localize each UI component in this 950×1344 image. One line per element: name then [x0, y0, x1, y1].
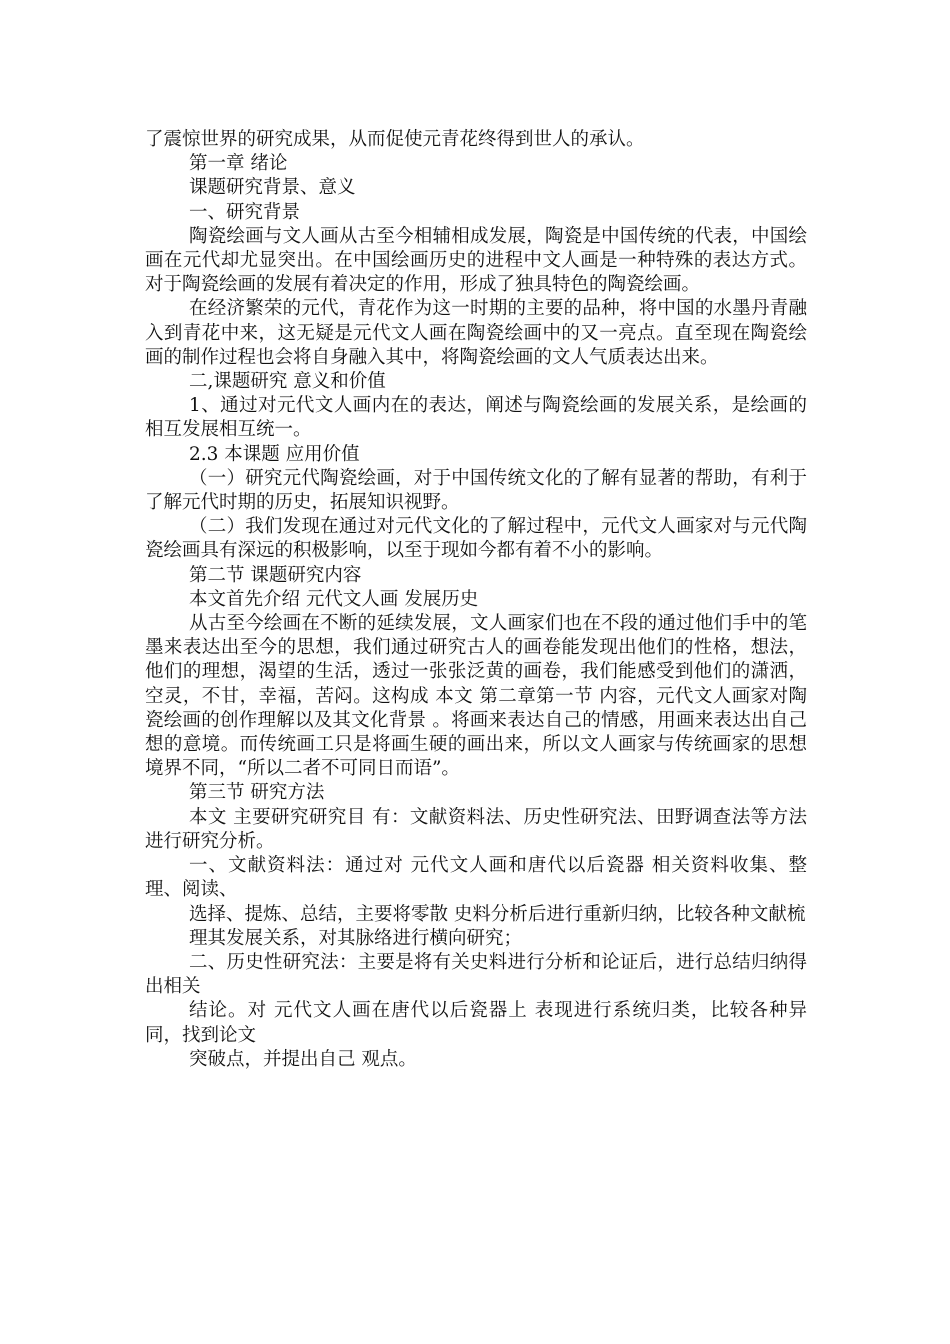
paragraph-10: （一）研究元代陶瓷绘画，对于中国传统文化的了解有显著的帮助，有利于了解元代时期的历史，拓展知识视野。	[145, 467, 807, 514]
paragraph-14: 从古至今绘画在不断的延续发展，文人画家们也在不段的通过他们手中的笔墨来表达出至今的思想，我们通过研究古人的画卷能发现出他们的性格，想法，他们的理想，渴望的生活，透过一张张泛黄的画卷，我们能感受到他们的潇洒，空灵，不甘，幸福，苦闷。这构成 本文 第二章第一节 内容，元代文人画家对陶瓷绘画的创作理解以及其文化背景 。将画来表达自己的情感，用画来表达出自己想的意境。而传统画工只是将画生硬的画出来，所以文人画家与传统画家的思想境界不同，“所以二者不可同日而语”。	[145, 613, 807, 780]
paragraph-21: 结论。对 元代文人画在唐代以后瓷器上 表现进行系统归类，比较各种异同，找到论文	[145, 1000, 807, 1046]
paragraph-19: 理其发展关系，对其脉络进行横向研究；	[189, 927, 523, 949]
section-heading: 第三节 研究方法	[189, 782, 325, 804]
paragraph-20: 二、历史性研究法：主要是将有关史料进行分析和论证后，进行总结归纳得出相关	[145, 951, 807, 998]
section-heading: 第二节 课题研究内容	[189, 564, 362, 586]
chapter-heading: 第一章 绪论	[189, 153, 288, 175]
subsection-heading: 一、研究背景	[189, 201, 301, 223]
document-body	[145, 128, 807, 1072]
paragraph-18: 选择、提炼、总结，主要将零散 史料分析后进行重新归纳，比较各种文献梳	[189, 903, 806, 925]
paragraph-17: 一、文献资料法：通过对 元代文人画和唐代以后瓷器 相关资料收集、整理、阅读、	[145, 855, 807, 901]
paragraph-5: 陶瓷绘画与文人画从古至今相辅相成发展，陶瓷是中国传统的代表，中国绘画在元代却尤显突出。在中国绘画历史的进程中文人画是一种特殊的表达方式。对于陶瓷绘画的发展有着决定的作用，形成了独具特色的陶瓷绘画。	[145, 225, 807, 296]
paragraph-6: 在经济繁荣的元代，青花作为这一时期的主要的品种，将中国的水墨丹青融入到青花中来，这无疑是元代文人画在陶瓷绘画中的又一亮点。直至现在陶瓷绘画的制作过程也会将自身融入其中，将陶瓷绘画的文人气质表达出来。	[145, 298, 807, 368]
paragraph-1: 了震惊世界的研究成果，从而促使元青花终得到世人的承认。	[145, 129, 645, 150]
paragraph-16: 本文 主要研究研究目 有：文献资料法、历史性研究法、田野调查法等方法进行研究分析。	[145, 806, 807, 852]
section-heading: 课题研究背景、意义	[189, 177, 356, 199]
paragraph-8: 1、通过对元代文人画内在的表达，阐述与陶瓷绘画的发展关系，是绘画的相互发展相互统一。	[145, 395, 807, 441]
paragraph-11: （二）我们发现在通过对元代文化的了解过程中，元代文人画家对与元代陶瓷绘画具有深远的积极影响，以至于现如今都有着不小的影响。	[145, 516, 807, 562]
paragraph-13: 本文首先介绍 元代文人画 发展历史	[189, 588, 479, 610]
subsection-heading: 2.3 本课题 应用价值	[189, 443, 360, 465]
paragraph-22: 突破点，并提出自己 观点。	[189, 1048, 417, 1070]
subsection-heading: 二,课题研究 意义和价值	[189, 371, 386, 393]
